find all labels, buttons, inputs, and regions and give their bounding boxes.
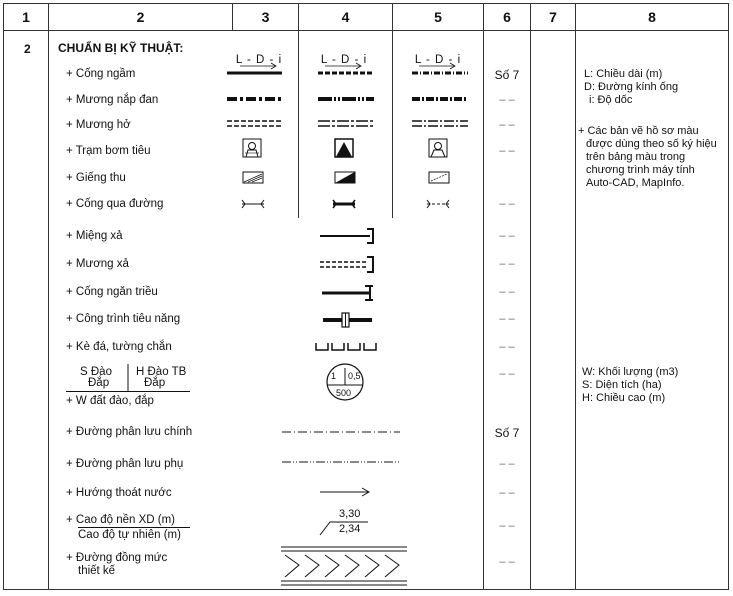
row-label-cong-qua-duong: + Cống qua đường xyxy=(66,198,164,210)
row-label-ke-da: + Kè đá, tường chắn xyxy=(66,341,172,353)
note-colour-2: được dùng theo số ký hiệu xyxy=(586,138,717,150)
note-colour-4: chương trình máy tính xyxy=(586,164,695,176)
col6-dong-muc: – – xyxy=(499,556,515,568)
ld-label-col4: L - D - i xyxy=(320,54,368,66)
row-label-cao-do-tu-nhien: Cao độ tự nhiên (m) xyxy=(78,529,181,541)
note-w: W: Khối lượng (m3) xyxy=(582,366,679,378)
col6-huong-thoat: – – xyxy=(499,487,515,499)
col6-tram-bom: – – xyxy=(499,145,515,157)
note-colour-5: Auto-CAD, MapInfo. xyxy=(586,177,685,189)
row-label-cao-do-nen: + Cao độ nền XD (m) xyxy=(66,514,175,526)
col6-phan-luu-chinh: Số 7 xyxy=(494,426,520,440)
row-label-muong-xa: + Mương xả xyxy=(66,258,129,270)
col6-muong-nap-dan: – – xyxy=(499,94,515,106)
row-label-cong-ngam: + Cống ngầm xyxy=(66,68,136,80)
circle-value-b: 0,5 xyxy=(348,371,361,381)
elevation-natural-value: 2,34 xyxy=(339,523,361,535)
row-label-phan-luu-chinh: + Đường phân lưu chính xyxy=(66,426,193,438)
col6-ke-da: – – xyxy=(499,341,515,353)
col6-muong-xa: – – xyxy=(499,258,515,270)
dap-left-label: Đắp xyxy=(88,377,110,389)
note-d: D: Đường kính ống xyxy=(584,81,679,93)
section-number: 2 xyxy=(24,42,31,56)
ld-label-col5: L - D - i xyxy=(414,54,462,66)
row-label-duong-dong-muc: + Đường đồng mức xyxy=(66,552,168,564)
col6-tieu-nang: – – xyxy=(499,313,515,325)
header-col-2: 2 xyxy=(136,9,145,25)
note-l: L: Chiều dài (m) xyxy=(584,68,663,80)
row-label-phan-luu-phu: + Đường phân lưu phụ xyxy=(66,458,184,470)
header-col-7: 7 xyxy=(549,9,557,25)
s-dao-label: S Đào xyxy=(80,366,112,378)
row-label-mieng-xa: + Miệng xả xyxy=(66,230,123,242)
header-col-6: 6 xyxy=(503,9,511,25)
note-s: S: Diện tích (ha) xyxy=(582,379,662,391)
header-col-8: 8 xyxy=(648,9,656,25)
row-label-cong-ngan-trieu: + Cống ngăn triều xyxy=(66,286,158,298)
header-col-4: 4 xyxy=(341,9,350,25)
header-col-3: 3 xyxy=(261,9,270,25)
circle-value-c: 500 xyxy=(336,388,352,398)
h-dao-tb-label: H Đào TB xyxy=(136,366,187,378)
col6-phan-luu-phu: – – xyxy=(499,458,515,470)
row-label-huong-thoat-nuoc: + Hướng thoát nước xyxy=(66,487,172,499)
row-label-w-dat: + W đất đào, đắp xyxy=(66,395,154,407)
col6-cong-ngam: Số 7 xyxy=(494,68,520,82)
elevation-design-value: 3,30 xyxy=(339,508,361,520)
header-col-5: 5 xyxy=(434,9,442,25)
circle-value-a: 1 xyxy=(331,371,337,381)
col6-cong-qua-duong: – – xyxy=(499,198,515,210)
dap-right-label: Đắp xyxy=(144,377,166,389)
section-title: CHUẨN BỊ KỸ THUẬT: xyxy=(58,41,184,55)
note-i: i: Độ dốc xyxy=(589,94,633,106)
col6-cao-do: – – xyxy=(499,520,515,532)
note-colour-1: + Các bản vẽ hồ sơ màu xyxy=(578,125,699,137)
note-colour-3: trên bảng màu trong xyxy=(586,151,686,163)
col6-mieng-xa: – – xyxy=(499,230,515,242)
row-label-gieng-thu: + Giếng thu xyxy=(66,172,126,184)
row-label-cong-trinh-tieu-nang: + Công trình tiêu năng xyxy=(66,313,181,325)
row-label-muong-ho: + Mương hở xyxy=(66,119,131,131)
row-label-tram-bom: + Trạm bơm tiêu xyxy=(66,145,151,157)
col6-cong-ngan-trieu: – – xyxy=(499,286,515,298)
header-col-1: 1 xyxy=(22,9,30,25)
col6-w-dat: – – xyxy=(499,368,515,380)
row-label-muong-nap-dan: + Mương nắp đan xyxy=(66,94,159,106)
col6-muong-ho: – – xyxy=(499,119,515,131)
note-h: H: Chiều cao (m) xyxy=(582,392,666,404)
row-label-thiet-ke: thiết kế xyxy=(78,565,116,577)
ld-label-col3: L - D - i xyxy=(235,54,283,66)
